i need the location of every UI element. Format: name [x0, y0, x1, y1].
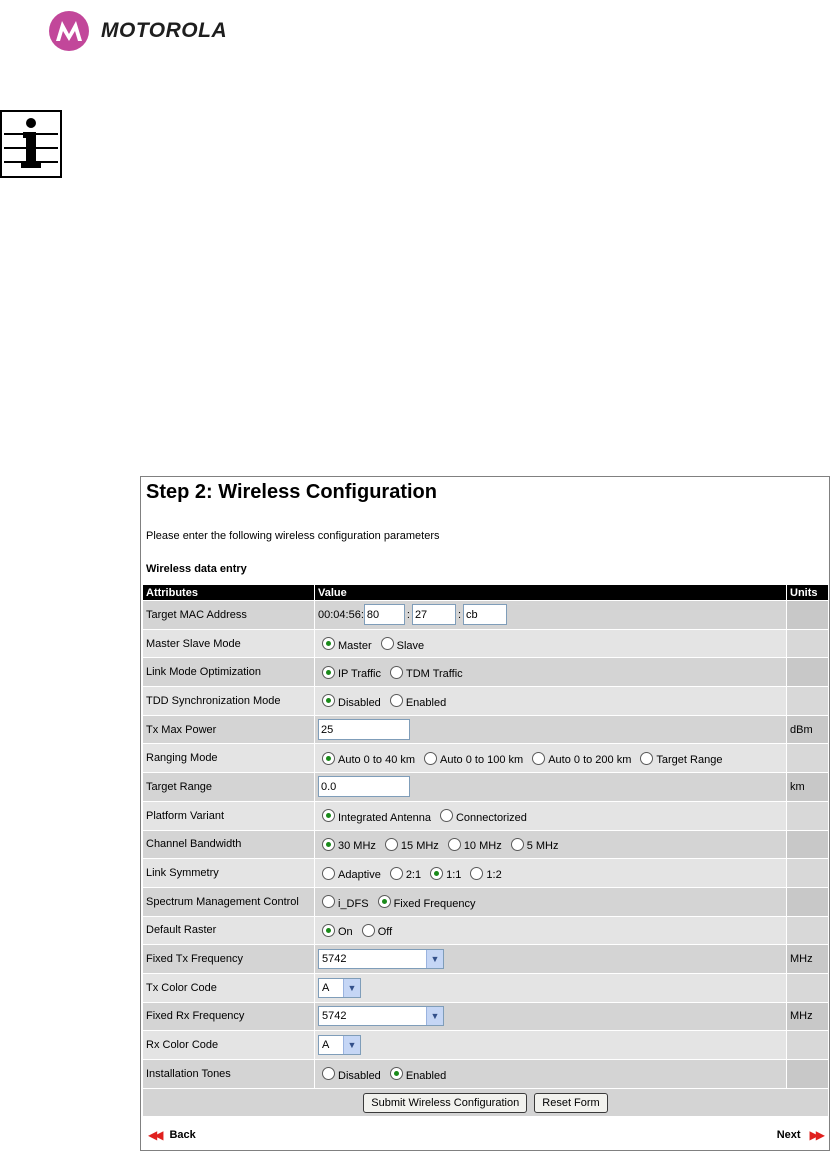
default-raster-radios: [318, 924, 783, 937]
radio-label: Auto 0 to 40 km: [338, 754, 416, 767]
radio-label: Adaptive: [338, 869, 381, 882]
radio-button[interactable]: [322, 694, 335, 707]
radio-button[interactable]: [640, 752, 653, 765]
table-row: [143, 973, 829, 1002]
table-row: [143, 887, 829, 916]
header-units: Units: [787, 585, 829, 601]
next-link[interactable]: [777, 1128, 822, 1142]
table-row: [143, 945, 829, 974]
radio-button[interactable]: [440, 809, 453, 822]
brand-name: MOTOROLA: [101, 19, 228, 42]
units-cell: [787, 1060, 829, 1089]
radio-button[interactable]: [322, 809, 335, 822]
radio-label: 5 MHz: [526, 840, 559, 853]
radio-label: IP Traffic: [338, 668, 382, 681]
units-cell: [787, 658, 829, 687]
units-cell: [787, 744, 829, 773]
fixed-tx-frequency-select[interactable]: [318, 949, 444, 969]
spectrum-management-radios: [318, 895, 783, 908]
units-cell: [787, 830, 829, 859]
motorola-batwing-logo-icon: [48, 10, 90, 52]
row-label: Default Raster: [143, 916, 315, 945]
page-title: Step 2: Wireless Configuration: [146, 481, 437, 503]
radio-label: Fixed Frequency: [393, 897, 476, 910]
row-label: Channel Bandwidth: [143, 830, 315, 859]
units-cell: [787, 687, 829, 716]
section-title: Wireless data entry: [146, 563, 247, 575]
radio-button[interactable]: [532, 752, 545, 765]
radio-button[interactable]: [322, 1067, 335, 1080]
table-row: [143, 629, 829, 658]
button-row: [143, 1088, 829, 1117]
link-symmetry-radios: [318, 867, 783, 880]
table-row: [143, 601, 829, 630]
double-chevron-right-icon: ▶▶: [809, 1128, 822, 1142]
chevron-down-icon[interactable]: ▼: [343, 979, 360, 997]
mac-octet-2-input[interactable]: [412, 604, 456, 625]
installation-tones-radios: [318, 1067, 783, 1080]
row-label: Target MAC Address: [143, 601, 315, 630]
row-label: Rx Color Code: [143, 1031, 315, 1060]
tx-color-code-select[interactable]: [318, 978, 361, 998]
units-cell: [787, 629, 829, 658]
units-cell: dBm: [787, 715, 829, 744]
channel-bandwidth-radios: [318, 838, 783, 851]
radio-label: Connectorized: [455, 811, 527, 824]
radio-button[interactable]: [430, 867, 443, 880]
radio-label: Enabled: [405, 696, 447, 709]
radio-label: Integrated Antenna: [338, 811, 431, 824]
row-label: Installation Tones: [143, 1060, 315, 1089]
table-row: [143, 916, 829, 945]
mac-separator: :: [406, 608, 410, 621]
radio-label: Auto 0 to 200 km: [548, 754, 632, 767]
table-row: [143, 801, 829, 830]
units-cell: [787, 916, 829, 945]
row-label: Fixed Rx Frequency: [143, 1002, 315, 1031]
rx-color-code-select[interactable]: [318, 1035, 361, 1055]
radio-label: Target Range: [656, 754, 723, 767]
information-note-icon: [0, 110, 62, 178]
radio-button[interactable]: [390, 867, 403, 880]
radio-button[interactable]: [390, 666, 403, 679]
radio-button[interactable]: [322, 838, 335, 851]
table-row: [143, 773, 829, 802]
radio-label: 10 MHz: [463, 840, 502, 853]
wireless-configuration-page: [140, 476, 830, 1151]
wireless-config-table: [142, 584, 829, 1117]
chevron-down-icon[interactable]: ▼: [426, 1007, 443, 1025]
units-cell: [787, 601, 829, 630]
table-row: [143, 715, 829, 744]
table-row: [143, 1060, 829, 1089]
mac-prefix: 00:04:56:: [318, 608, 364, 621]
radio-label: 1:2: [486, 869, 502, 882]
row-label: Spectrum Management Control: [143, 887, 315, 916]
table-row: [143, 830, 829, 859]
target-range-input[interactable]: [318, 776, 410, 797]
select-value: A: [322, 981, 330, 994]
row-label: Fixed Tx Frequency: [143, 945, 315, 974]
row-label: TDD Synchronization Mode: [143, 687, 315, 716]
radio-label: TDM Traffic: [406, 668, 463, 681]
units-cell: [787, 1031, 829, 1060]
radio-button[interactable]: [448, 838, 461, 851]
next-label: Next: [776, 1129, 801, 1141]
radio-label: Auto 0 to 100 km: [440, 754, 524, 767]
back-link[interactable]: [148, 1128, 196, 1142]
row-label: Link Mode Optimization: [143, 658, 315, 687]
radio-button[interactable]: [381, 637, 394, 650]
table-row: [143, 658, 829, 687]
radio-button[interactable]: [362, 924, 375, 937]
header-attributes: Attributes: [143, 585, 315, 601]
radio-label: Slave: [396, 639, 425, 652]
fixed-rx-frequency-select[interactable]: [318, 1006, 444, 1026]
table-row: [143, 1002, 829, 1031]
back-label: Back: [169, 1129, 196, 1141]
select-value: A: [322, 1039, 330, 1052]
mac-separator: :: [457, 608, 461, 621]
row-label: Tx Max Power: [143, 715, 315, 744]
intro-text: Please enter the following wireless configuration parameters: [146, 530, 440, 542]
units-cell: MHz: [787, 945, 829, 974]
master-slave-mode-radios: [318, 637, 783, 650]
select-value: 5742: [322, 953, 347, 966]
row-label: Target Range: [143, 773, 315, 802]
platform-variant-radios: [318, 809, 783, 822]
units-cell: MHz: [787, 1002, 829, 1031]
radio-button[interactable]: [322, 752, 335, 765]
table-header: [143, 585, 829, 601]
radio-label: On: [338, 926, 353, 939]
mac-octet-3-input[interactable]: [463, 604, 507, 625]
radio-button[interactable]: [322, 867, 335, 880]
double-chevron-left-icon: ◀◀: [148, 1128, 161, 1142]
motorola-logo: [48, 10, 227, 52]
mac-octet-1-input[interactable]: [364, 604, 405, 625]
row-label: Platform Variant: [143, 801, 315, 830]
radio-label: 30 MHz: [338, 840, 376, 853]
radio-label: Disabled: [338, 696, 381, 709]
radio-label: 1:1: [446, 869, 462, 882]
row-label: Tx Color Code: [143, 973, 315, 1002]
table-row: [143, 859, 829, 888]
radio-label: Enabled: [405, 1069, 447, 1082]
radio-button[interactable]: [470, 867, 483, 880]
select-value: 5742: [322, 1010, 347, 1023]
units-cell: [787, 801, 829, 830]
radio-button[interactable]: [322, 924, 335, 937]
radio-label: 2:1: [405, 869, 422, 882]
units-cell: [787, 887, 829, 916]
radio-button[interactable]: [390, 1067, 403, 1080]
link-mode-radios: [318, 666, 783, 679]
row-label: Link Symmetry: [143, 859, 315, 888]
units-cell: [787, 973, 829, 1002]
radio-button[interactable]: [424, 752, 437, 765]
chevron-down-icon[interactable]: ▼: [343, 1036, 360, 1054]
table-row: [143, 1031, 829, 1060]
row-label: Master Slave Mode: [143, 629, 315, 658]
radio-button[interactable]: [511, 838, 524, 851]
radio-button[interactable]: [378, 895, 391, 908]
header-value: Value: [315, 585, 787, 601]
radio-label: i_DFS: [338, 897, 369, 910]
table-row: [143, 744, 829, 773]
radio-label: 15 MHz: [400, 840, 439, 853]
tdd-sync-radios: [318, 694, 783, 707]
table-row: [143, 687, 829, 716]
radio-button[interactable]: [322, 666, 335, 679]
radio-button[interactable]: [322, 637, 335, 650]
chevron-down-icon[interactable]: ▼: [426, 950, 443, 968]
radio-button[interactable]: [385, 838, 398, 851]
reset-form-button[interactable]: Reset Form: [534, 1093, 607, 1113]
ranging-mode-radios: [318, 752, 783, 765]
radio-button[interactable]: [390, 694, 403, 707]
radio-label: Disabled: [338, 1069, 381, 1082]
tx-max-power-input[interactable]: [318, 719, 410, 740]
units-cell: [787, 859, 829, 888]
units-cell: km: [787, 773, 829, 802]
row-label: Ranging Mode: [143, 744, 315, 773]
radio-label: Off: [377, 926, 393, 939]
submit-wireless-configuration-button[interactable]: Submit Wireless Configuration: [363, 1093, 527, 1113]
radio-button[interactable]: [322, 895, 335, 908]
radio-label: Master: [338, 639, 372, 652]
